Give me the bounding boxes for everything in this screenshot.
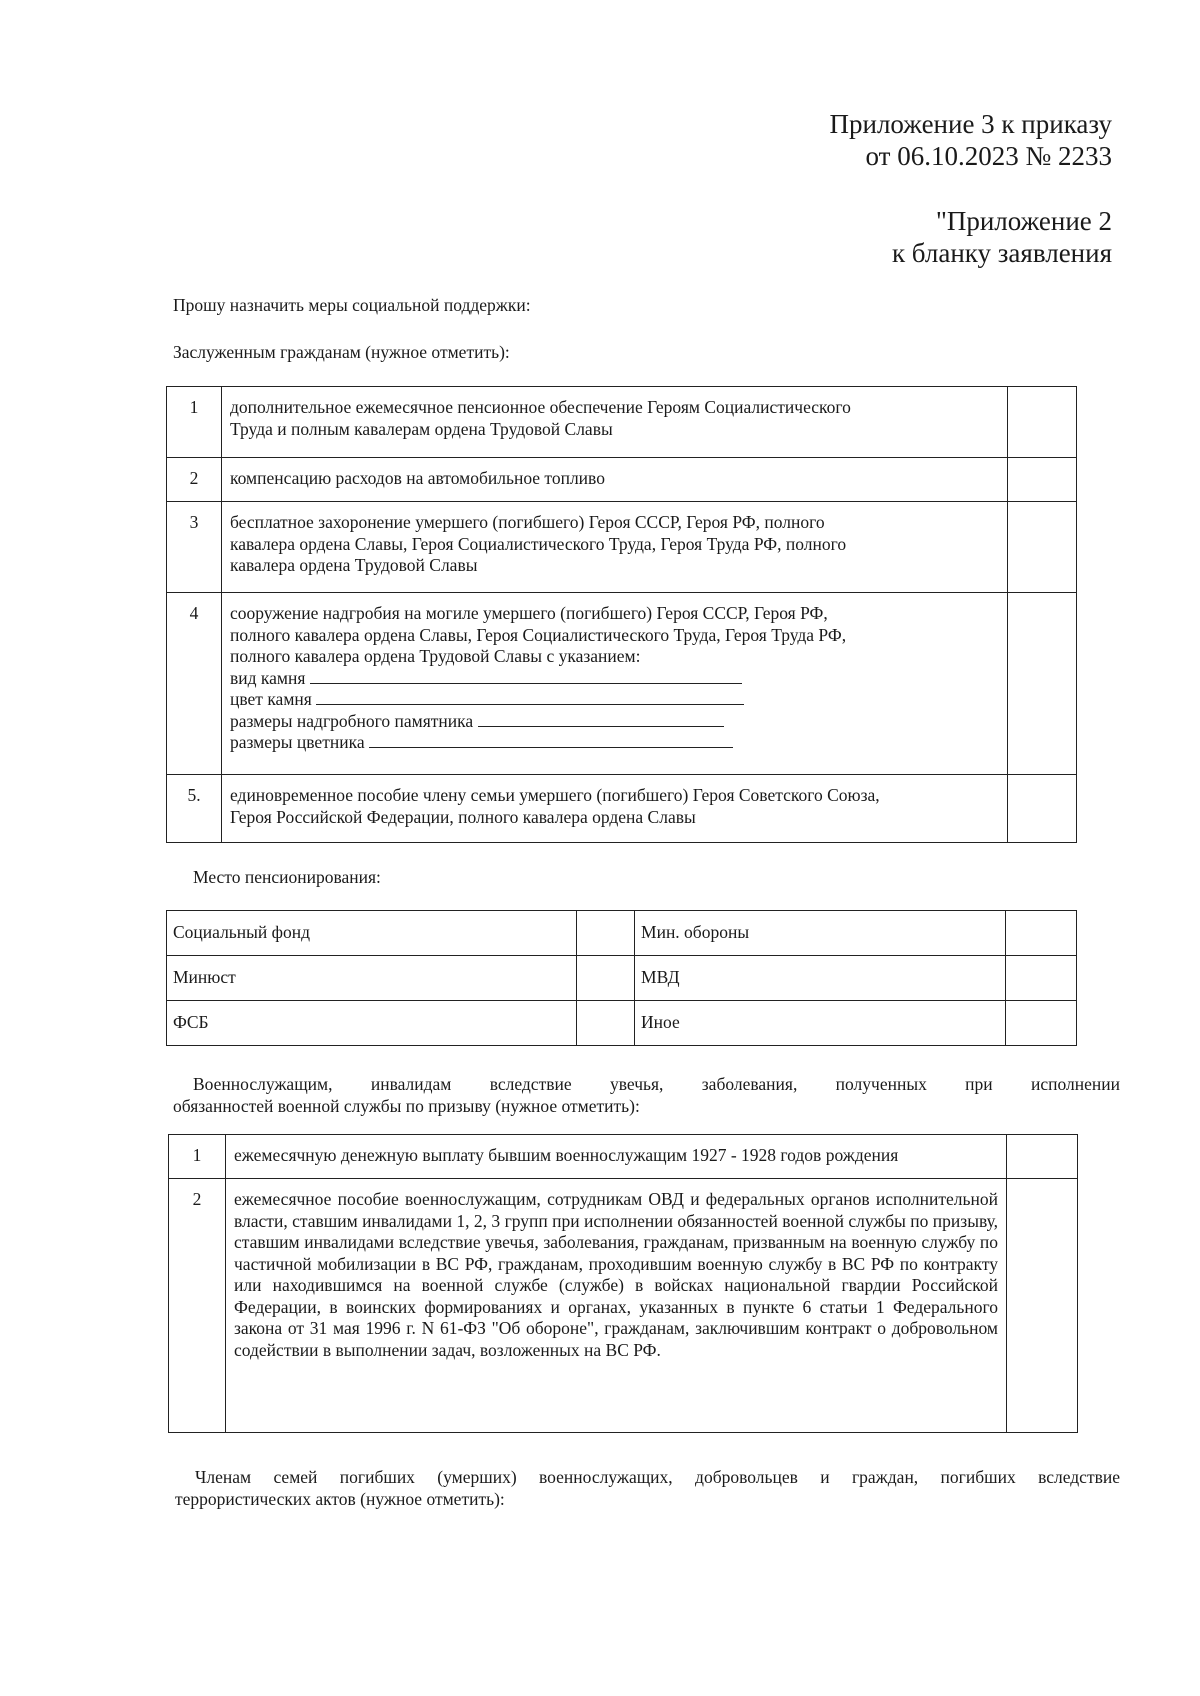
form-appendix-header — [892, 205, 1112, 269]
families-intro-line: террористических актов (нужное отметить): — [175, 1489, 505, 1509]
stone-color-field — [230, 689, 999, 711]
row-text-line: полного кавалера ордена Славы, Героя Социалистического Труда, Героя Труда РФ, — [230, 624, 847, 645]
row-checkbox[interactable] — [1007, 1179, 1078, 1433]
stone-type-field — [230, 668, 999, 690]
table-row — [169, 1135, 1078, 1179]
row-text — [222, 458, 1008, 502]
appendix-header — [830, 108, 1112, 172]
field-label: размеры надгробного памятника — [230, 710, 474, 731]
table-row — [167, 911, 1077, 956]
honored-citizens-line: Заслуженным гражданам (нужное отметить): — [173, 342, 510, 362]
option-label: Социальный фонд — [167, 911, 577, 956]
row-checkbox[interactable] — [1008, 458, 1077, 502]
stone-color-input[interactable] — [316, 689, 744, 705]
option-checkbox[interactable] — [576, 911, 634, 956]
order-date-number: от 06.10.2023 № 2233 — [865, 141, 1112, 171]
row-text-line: бесплатное захоронение умершего (погибшего) Героя СССР, Героя РФ, полного — [230, 512, 825, 532]
row-text — [222, 387, 1008, 458]
row-text-line: Труда и полным кавалерам ордена Трудовой Славы — [230, 418, 613, 439]
option-checkbox[interactable] — [1005, 911, 1076, 956]
table-row — [167, 458, 1077, 502]
row-text-line: кавалера ордена Трудовой Славы — [230, 555, 478, 575]
row-text — [222, 775, 1008, 843]
row-checkbox[interactable] — [1007, 1135, 1078, 1179]
option-label: Иное — [635, 1001, 1006, 1046]
row-text: ежемесячную денежную выплату бывшим военнослужащим 1927 - 1928 годов рождения — [226, 1135, 1007, 1179]
families-intro — [175, 1466, 1120, 1510]
stone-type-input[interactable] — [310, 668, 742, 684]
pension-place-label: Место пенсионирования: — [193, 867, 381, 887]
row-text-line: полного кавалера ордена Трудовой Славы с указанием: — [230, 646, 641, 666]
option-checkbox[interactable] — [1005, 956, 1076, 1001]
option-label: ФСБ — [167, 1001, 577, 1046]
form-appendix-subtitle: к бланку заявления — [891, 238, 1112, 268]
row-text-line: дополнительное ежемесячное пенсионное обеспечение Героям Социалистического — [230, 397, 851, 417]
table-row — [169, 1179, 1078, 1433]
military-table — [168, 1134, 1078, 1433]
table-row — [167, 956, 1077, 1001]
row-number: 2 — [167, 458, 222, 502]
table-row — [167, 502, 1077, 593]
monument-size-field — [230, 711, 999, 733]
row-checkbox[interactable] — [1008, 593, 1077, 775]
option-checkbox[interactable] — [576, 1001, 634, 1046]
row-checkbox[interactable] — [1008, 775, 1077, 843]
military-intro — [173, 1073, 1120, 1117]
option-checkbox[interactable] — [1005, 1001, 1076, 1046]
option-label: МВД — [635, 956, 1006, 1001]
families-intro-line: Членам семей погибших (умерших) военнослужащих, добровольцев и граждан, погибших вследствие — [195, 1467, 1120, 1487]
table-row — [167, 1001, 1077, 1046]
row-number: 5. — [167, 775, 222, 843]
row-text-line: единовременное пособие члену семьи умершего (погибшего) Героя Советского Союза, — [230, 785, 880, 805]
honored-citizens-table — [166, 386, 1077, 843]
military-intro-line: обязанностей военной службы по призыву (нужное отметить): — [173, 1096, 640, 1116]
monument-size-input[interactable] — [478, 711, 724, 727]
table-row — [167, 387, 1077, 458]
row-text-line: компенсацию расходов на автомобильное топливо — [230, 468, 605, 488]
row-number: 2 — [169, 1179, 226, 1433]
field-label: цвет камня — [230, 689, 312, 709]
field-label: размеры цветника — [230, 732, 365, 752]
row-text — [222, 502, 1008, 593]
table-row — [167, 775, 1077, 843]
table-row — [167, 593, 1077, 775]
row-number: 3 — [167, 502, 222, 593]
option-label: Минюст — [167, 956, 577, 1001]
form-appendix-title: "Приложение 2 — [935, 206, 1112, 236]
row-checkbox[interactable] — [1008, 387, 1077, 458]
option-checkbox[interactable] — [576, 956, 634, 1001]
row-checkbox[interactable] — [1008, 502, 1077, 593]
flowerbed-size-input[interactable] — [369, 732, 733, 748]
row-number: 1 — [169, 1135, 226, 1179]
row-text-line: Героя Российской Федерации, полного кавалера ордена Славы — [230, 806, 696, 827]
appendix-title: Приложение 3 к приказу — [829, 109, 1112, 139]
row-number: 4 — [167, 593, 222, 775]
military-intro-line: Военнослужащим, инвалидам вследствие увечья, заболевания, полученных при исполнении — [193, 1074, 1120, 1094]
row-number: 1 — [167, 387, 222, 458]
flowerbed-size-field — [230, 732, 999, 754]
option-label: Мин. обороны — [635, 911, 1006, 956]
row-text — [222, 593, 1008, 775]
row-text-line: кавалера ордена Славы, Героя Социалистического Труда, Героя Труда РФ, полного — [230, 533, 847, 554]
pension-place-table — [166, 910, 1077, 1046]
field-label: вид камня — [230, 667, 306, 688]
row-text: ежемесячное пособие военнослужащим, сотрудникам ОВД и федеральных органов исполнительной власти, ставшим инвалидами 1, 2, 3 групп при исполнении обязанностей военной службы по призыву, ставшим инвалидами вследствие увечья, заболевания, гражданам, призванным на военную службу по частичной мобилизации в ВС РФ, гражданам, проходившим военную службу в ВС РФ по контракту или находившимся на военной службе (службе) в войсках национальной гвардии Российской Федерации, в воинских формированиях и органах, указанных в пункте 6 статьи 1 Федерального закона от 31 мая 1996 г. N 61-ФЗ "Об обороне", гражданам, заключившим контракт о добровольном содействии в выполнении задач, возложенных на ВС РФ. — [226, 1179, 1007, 1433]
request-line: Прошу назначить меры социальной поддержки: — [173, 295, 531, 315]
row-text-line: сооружение надгробия на могиле умершего (погибшего) Героя СССР, Героя РФ, — [230, 603, 828, 623]
